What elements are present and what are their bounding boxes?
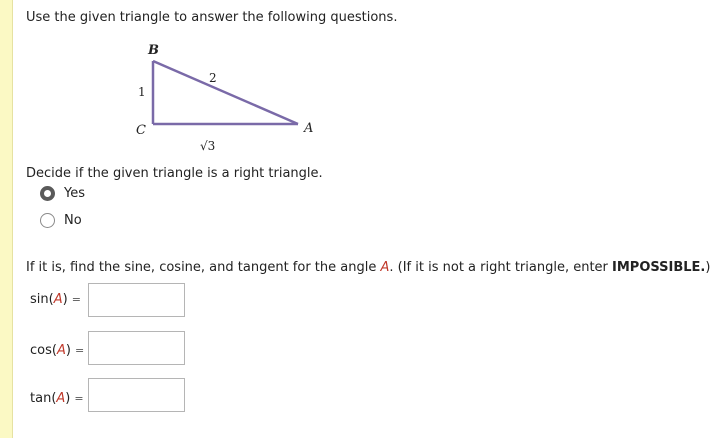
side-ab-value: 2 bbox=[209, 71, 217, 85]
trig-instructions: If it is, find the sine, cosine, and tangent for the angle A. (If it is not a right triangle, enter IMPOSSIBLE.) bbox=[26, 260, 710, 275]
vertex-b-label: B bbox=[148, 43, 159, 58]
option-no-label: No bbox=[64, 212, 82, 228]
radio-yes[interactable] bbox=[40, 186, 55, 201]
radio-no[interactable] bbox=[40, 213, 55, 228]
impossible-keyword: IMPOSSIBLE. bbox=[612, 260, 706, 275]
side-ca-value: √3 bbox=[200, 139, 216, 153]
option-yes-label: Yes bbox=[64, 185, 85, 201]
cos-answer-input[interactable] bbox=[88, 331, 185, 365]
sin-label: sin(A) = bbox=[30, 292, 81, 307]
tan-label: tan(A) = bbox=[30, 391, 84, 406]
angle-variable: A bbox=[380, 260, 390, 275]
option-yes[interactable] bbox=[40, 183, 85, 203]
vertex-c-label: C bbox=[136, 123, 146, 138]
cos-label: cos(A) = bbox=[30, 343, 85, 358]
instructions-text: Use the given triangle to answer the following questions. bbox=[26, 10, 398, 25]
side-ab-line bbox=[153, 61, 298, 124]
tan-answer-input[interactable] bbox=[88, 378, 185, 412]
question-margin-bar bbox=[0, 0, 13, 438]
side-bc-value: 1 bbox=[138, 85, 146, 99]
triangle-figure bbox=[120, 34, 340, 164]
sin-answer-input[interactable] bbox=[88, 283, 185, 317]
vertex-a-label: A bbox=[304, 121, 314, 136]
option-no[interactable] bbox=[40, 210, 82, 230]
right-triangle-question: Decide if the given triangle is a right triangle. bbox=[26, 166, 323, 181]
